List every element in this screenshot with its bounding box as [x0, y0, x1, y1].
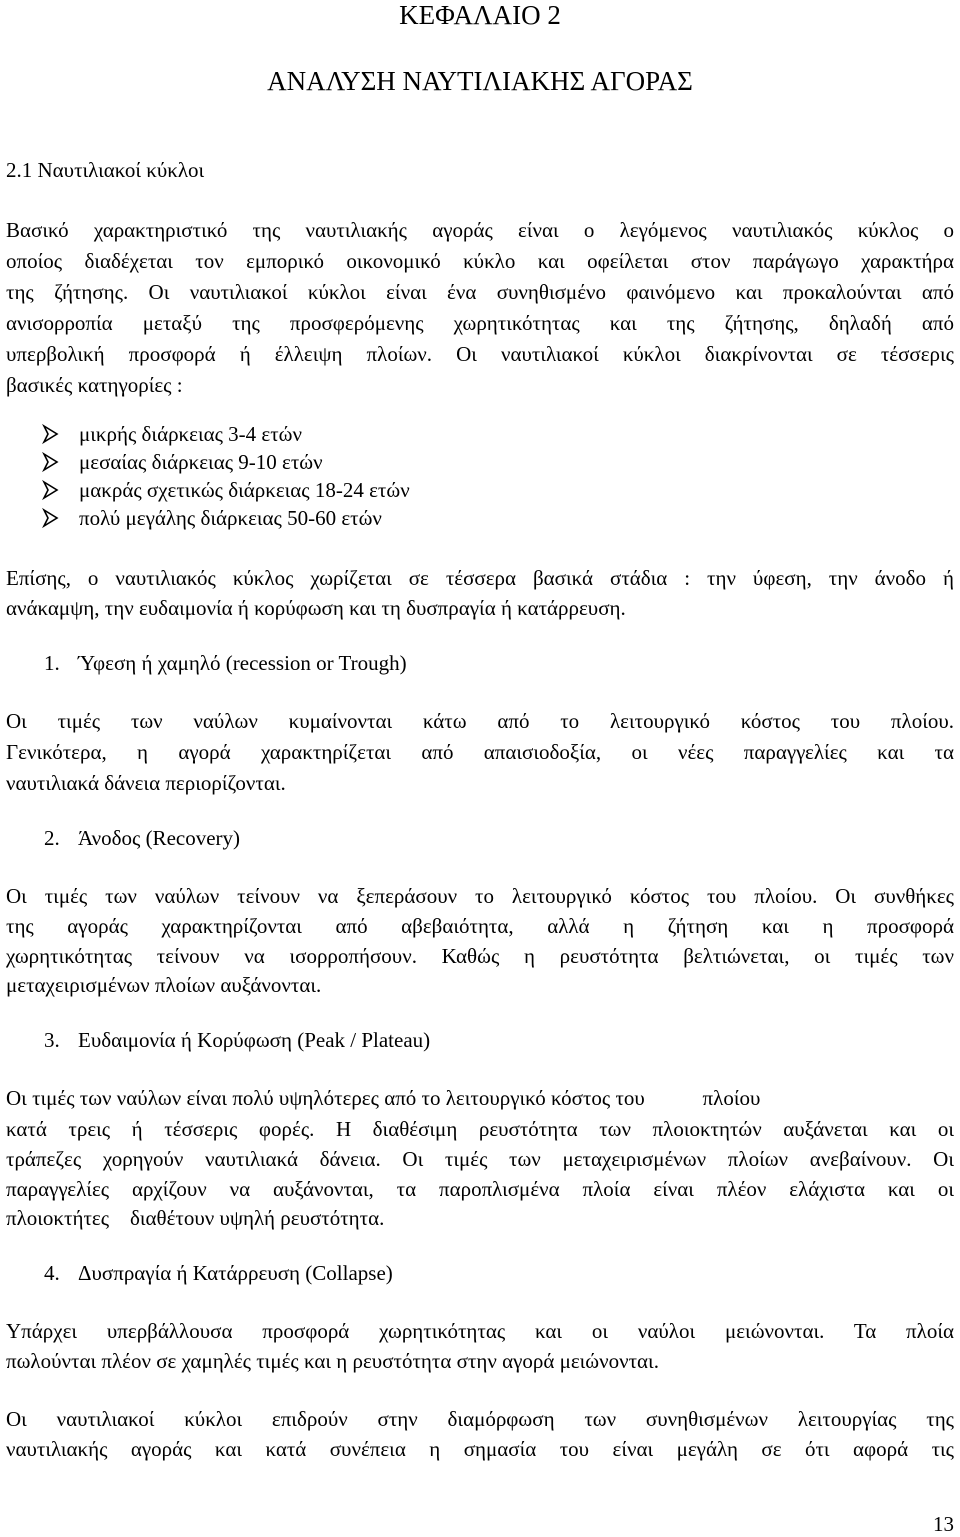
stage-number: 1. — [44, 651, 60, 675]
chapter-title: ΑΝΑΛΥΣΗ ΝΑΥΤΙΛΙΑΚΗΣ ΑΓΟΡΑΣ — [267, 66, 693, 96]
stage-number: 3. — [44, 1028, 60, 1052]
stage-title: Ευδαιμονία ή Κορύφωση (Peak / Plateau) — [78, 1028, 431, 1052]
stage-heading — [0, 823, 960, 853]
intro-line: υπερβολική προσφορά ή έλλειψη πλοίων. Οι ναυτιλιακοί κύκλοι διακρίνονται σε τέσσερις — [6, 342, 954, 366]
stage-line: Οι τιμές των ναύλων κυμαίνονται κάτω από το λειτουργικό κόστος του πλοίου. — [6, 709, 954, 733]
intro-line: της ζήτησης. Οι ναυτιλιακοί κύκλοι είναι ένα συνηθισμένο φαινόμενο και προκαλούνται από — [6, 280, 954, 304]
category-text: πολύ μεγάλης διάρκειας 50-60 ετών — [79, 506, 382, 530]
stage-line: ναυτιλιακά δάνεια περιορίζονται. — [6, 771, 286, 795]
category-text: μακράς σχετικώς διάρκειας 18-24 ετών — [79, 478, 410, 502]
intro-line: βασικές κατηγορίες : — [6, 373, 183, 397]
arrow-bullet-icon — [40, 503, 60, 533]
stage-line: Οι τιμές των ναύλων τείνουν να ξεπεράσουν το λειτουργικό κόστος του πλοίου. Οι συνθήκες — [6, 884, 954, 908]
closing-line: Οι ναυτιλιακοί κύκλοι επιδρούν στην διαμόρφωση των συνηθισμένων λειτουργίας της — [6, 1407, 954, 1431]
stage-number: 2. — [44, 826, 60, 850]
stage-line: Οι τιμές των ναύλων είναι πολύ υψηλότερες από το λειτουργικό κόστος του πλοίου — [6, 1086, 761, 1110]
intro-line: οποίος διαδέχεται τον εμπορικό οικονομικό κύκλο και οφείλεται στον παράγωγο χαρακτήρα — [6, 249, 954, 273]
category-text: μικρής διάρκειας 3-4 ετών — [79, 422, 302, 446]
arrow-bullet-icon — [40, 475, 60, 505]
stage-line: μεταχειρισμένων πλοίων αυξάνονται. — [6, 973, 322, 997]
section-heading: 2.1 Ναυτιλιακοί κύκλοι — [6, 158, 205, 182]
list-item — [0, 475, 960, 505]
stage-title: Άνοδος (Recovery) — [78, 826, 241, 850]
chapter-label: ΚΕΦΑΛΑΙΟ 2 — [399, 0, 561, 30]
stage-line: Γενικότερα, η αγορά χαρακτηρίζεται από απαισιοδοξία, οι νέες παραγγελίες και τα — [6, 740, 954, 764]
stages-intro-line: Επίσης, ο ναυτιλιακός κύκλος χωρίζεται σε τέσσερα βασικά στάδια : την ύφεση, την άνοδο ή — [6, 566, 954, 590]
arrow-bullet-icon — [40, 419, 60, 449]
list-item — [0, 503, 960, 533]
intro-line: ανισορροπία μεταξύ της προσφερόμενης χωρητικότητας και της ζήτησης, δηλαδή από — [6, 311, 954, 335]
stage-line: της αγοράς χαρακτηρίζονται από αβεβαιότητα, αλλά η ζήτηση και η προσφορά — [6, 914, 954, 938]
closing-line: ναυτιλιακής αγοράς και κατά συνέπεια η σημασία του είναι μεγάλη σε ότι αφορά τις — [6, 1437, 954, 1461]
page-number: 13 — [933, 1512, 954, 1536]
intro-line: Βασικό χαρακτηριστικό της ναυτιλιακής αγοράς είναι ο λεγόμενος ναυτιλιακός κύκλος ο — [6, 218, 954, 242]
stage-line: Υπάρχει υπερβάλλουσα προσφορά χωρητικότητας και οι ναύλοι μειώνονται. Τα πλοία — [6, 1319, 954, 1343]
stage-heading — [0, 1258, 960, 1288]
stage-line: πλοιοκτήτες διαθέτουν υψηλή ρευστότητα. — [6, 1206, 385, 1230]
arrow-bullet-icon — [40, 447, 60, 477]
stage-title: Ύφεση ή χαμηλό (recession or Trough) — [78, 651, 407, 675]
stage-line: χωρητικότητας τείνουν να ισορροπήσουν. Καθώς η ρευστότητα βελτιώνεται, οι τιμές των — [6, 944, 954, 968]
stage-line: κατά τρεις ή τέσσερις φορές. Η διαθέσιμη ρευστότητα των πλοιοκτητών αυξάνεται και οι — [6, 1117, 954, 1141]
stage-number: 4. — [44, 1261, 60, 1285]
list-item — [0, 447, 960, 477]
stages-intro-line: ανάκαμψη, την ευδαιμονία ή κορύφωση και τη δυσπραγία ή κατάρρευση. — [6, 596, 626, 620]
stage-line: πωλούνται πλέον σε χαμηλές τιμές και η ρευστότητα στην αγορά μειώνονται. — [6, 1349, 659, 1373]
stage-heading — [0, 1025, 960, 1055]
stage-title: Δυσπραγία ή Κατάρρευση (Collapse) — [78, 1261, 393, 1285]
stage-line: παραγγελίες αρχίζουν να αυξάνονται, τα παροπλισμένα πλοία είναι πλέον ελάχιστα και οι — [6, 1177, 954, 1201]
stage-line: τράπεζες χορηγούν ναυτιλιακά δάνεια. Οι τιμές των μεταχειρισμένων πλοίων ανεβαίνουν. Οι — [6, 1147, 954, 1171]
list-item — [0, 419, 960, 449]
category-text: μεσαίας διάρκειας 9-10 ετών — [79, 450, 323, 474]
stage-heading — [0, 648, 960, 678]
